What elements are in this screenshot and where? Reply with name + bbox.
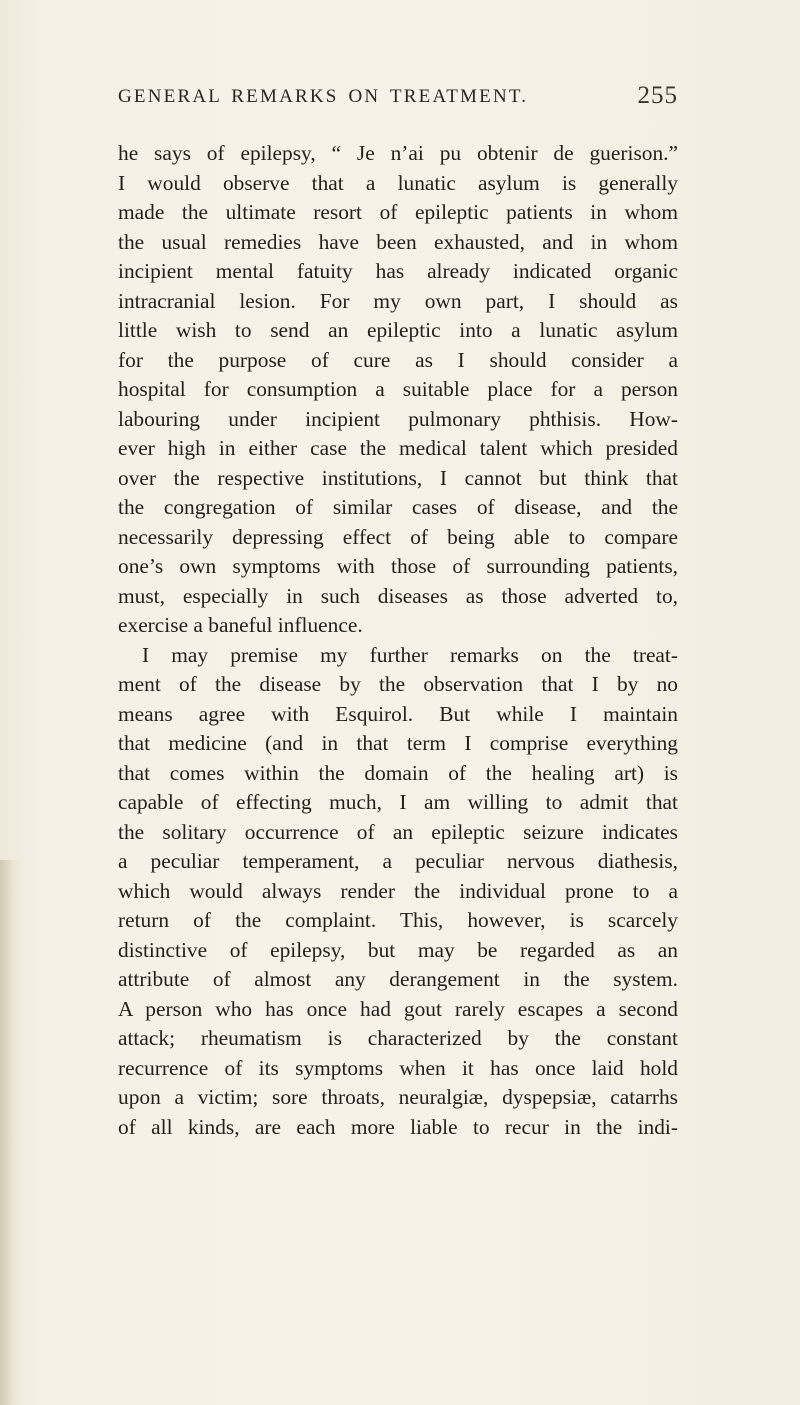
- text-line: he says of epilepsy, “ Je n’ai pu obtenir de guerison.”: [118, 141, 678, 165]
- text-line: the congregation of similar cases of disease, and the: [118, 495, 678, 519]
- text-line: little wish to send an epileptic into a lunatic asylum: [118, 318, 678, 342]
- text-line: I may premise my further remarks on the treat-: [142, 642, 678, 667]
- text-line: capable of effecting much, I am willing to admit that: [118, 790, 678, 814]
- body-text: [118, 139, 678, 1142]
- text-line: attribute of almost any derangement in the system.: [118, 967, 678, 991]
- page-edge-shadow: [0, 860, 22, 1405]
- text-line: which would always render the individual prone to a: [118, 878, 678, 903]
- text-line: ment of the disease by the observation that I by no: [118, 672, 678, 696]
- page-number: 255: [637, 82, 678, 109]
- text-line: return of the complaint. This, however, is scarcely: [118, 908, 678, 932]
- text-line: of all kinds, are each more liable to recur in the indi-: [118, 1114, 678, 1139]
- text-line: ever high in either case the medical talent which presided: [118, 436, 678, 460]
- text-line: that medicine (and in that term I comprise everything: [118, 731, 678, 755]
- text-line: A person who has once had gout rarely escapes a second: [118, 996, 678, 1021]
- text-line: means agree with Esquirol. But while I maintain: [118, 701, 678, 726]
- text-line: upon a victim; sore throats, neuralgiæ, dyspepsiæ, catarrhs: [118, 1085, 678, 1109]
- text-line: attack; rheumatism is characterized by the constant: [118, 1026, 678, 1050]
- text-line: over the respective institutions, I cannot but think that: [118, 465, 678, 490]
- text-line: that comes within the domain of the healing art) is: [118, 760, 678, 785]
- text-line: for the purpose of cure as I should consider a: [118, 347, 678, 372]
- text-line: intracranial lesion. For my own part, I should as: [118, 288, 678, 313]
- text-line: the usual remedies have been exhausted, and in whom: [118, 229, 678, 254]
- running-title: GENERAL REMARKS ON TREATMENT.: [118, 86, 529, 107]
- text-line: recurrence of its symptoms when it has once laid hold: [118, 1055, 678, 1080]
- text-line: distinctive of epilepsy, but may be regarded as an: [118, 937, 678, 962]
- text-line: must, especially in such diseases as those adverted to,: [118, 583, 678, 608]
- text-line: necessarily depressing effect of being able to compare: [118, 524, 678, 549]
- running-head: [118, 82, 678, 116]
- text-line: one’s own symptoms with those of surrounding patients,: [118, 554, 678, 578]
- text-line: made the ultimate resort of epileptic patients in whom: [118, 200, 678, 224]
- text-line: labouring under incipient pulmonary phthisis. How-: [118, 406, 678, 431]
- text-line: incipient mental fatuity has already indicated organic: [118, 259, 678, 283]
- text-line: a peculiar temperament, a peculiar nervous diathesis,: [118, 849, 678, 873]
- text-line: exercise a baneful influence.: [118, 613, 363, 637]
- text-line: hospital for consumption a suitable place for a person: [118, 377, 678, 401]
- text-line: the solitary occurrence of an epileptic seizure indicates: [118, 819, 678, 844]
- text-line: I would observe that a lunatic asylum is generally: [118, 170, 678, 195]
